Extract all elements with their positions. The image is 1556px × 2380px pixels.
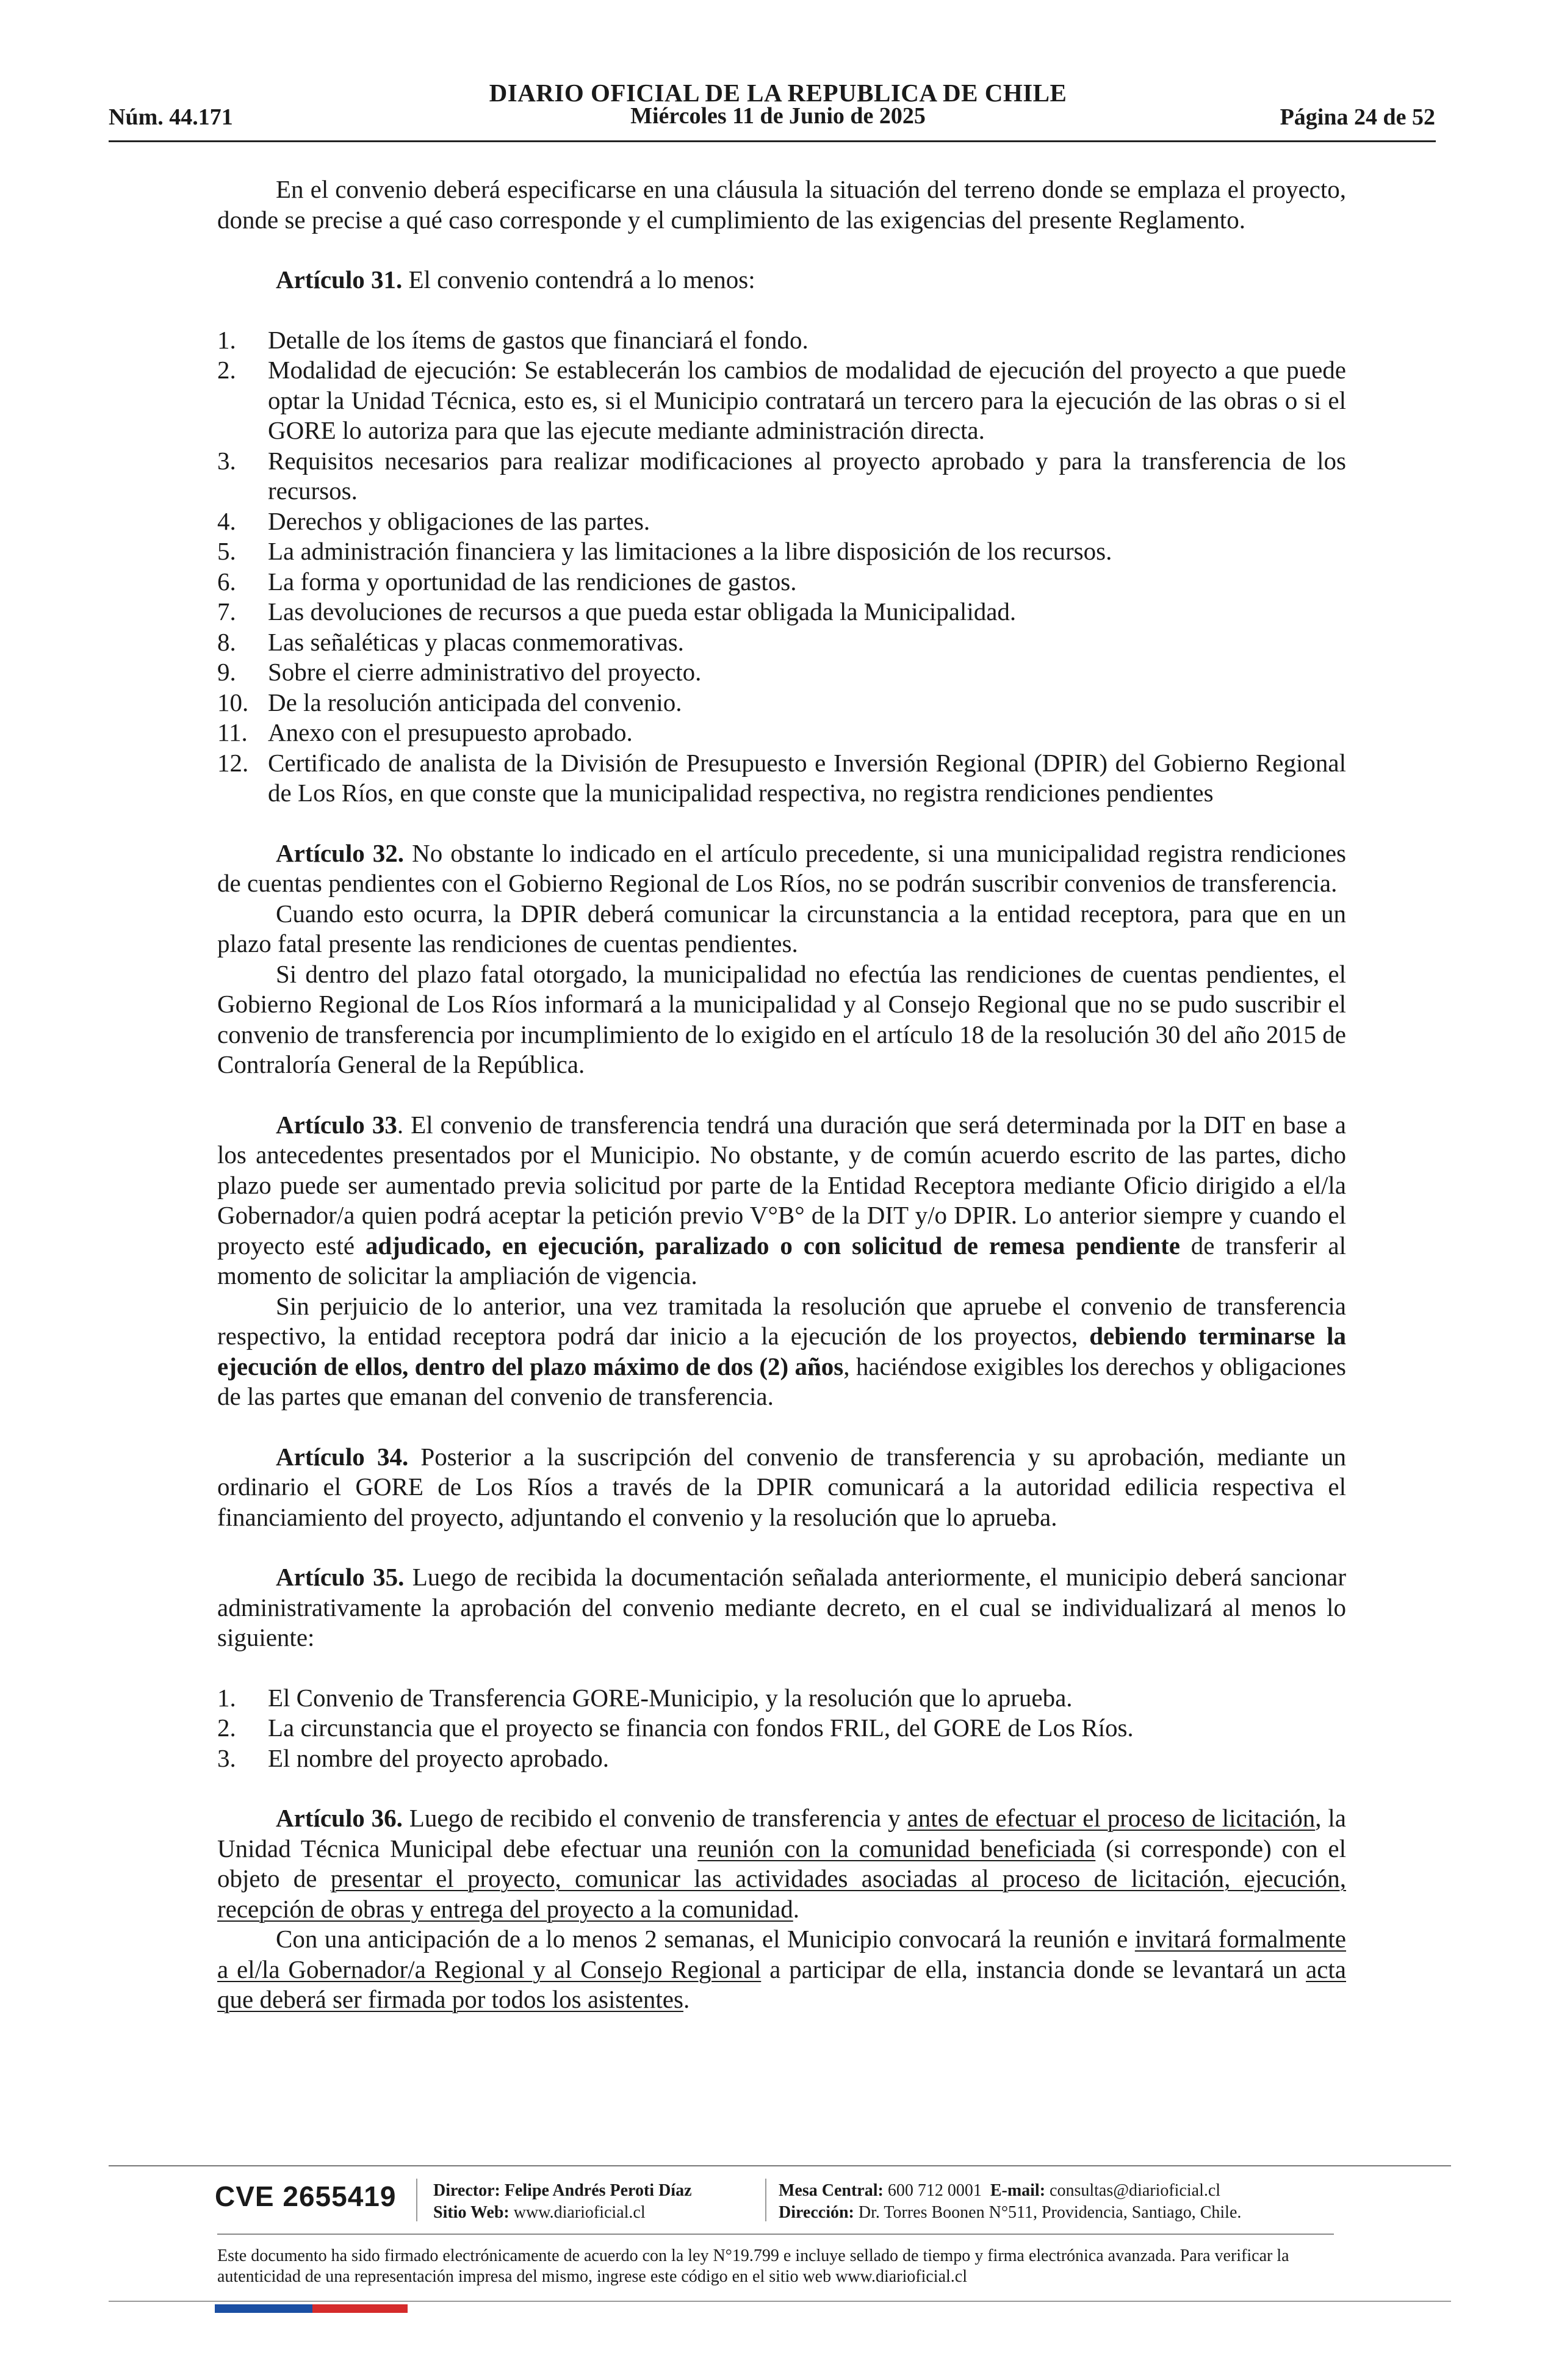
article-33-label: Artículo 33 (276, 1110, 397, 1139)
newspaper-title: DIARIO OFICIAL DE LA REPUBLICA DE CHILE (489, 79, 1067, 107)
footer-contact-block (779, 2180, 1241, 2224)
flag-stripe-red (312, 2304, 408, 2313)
article-35-label: Artículo 35. (276, 1563, 405, 1591)
list-number: 11. (217, 718, 248, 746)
list-item (217, 325, 1346, 356)
article-32-paragraph-1 (217, 838, 1346, 899)
footer-rule-bottom (109, 2301, 1451, 2302)
list-item-text: Modalidad de ejecución: Se establecerán los cambios de modalidad de ejecución del proyecto a que puede optar la Unidad Técnica, esto es, si el Municipio contratará un tercero para la ejecución de las obras o si el GORE lo autoriza para que las ejecute mediante administración directa. (268, 356, 1346, 444)
phone-label: Mesa Central: (779, 2181, 884, 2200)
article-33-paragraph-1 (217, 1110, 1346, 1291)
footer-director-block (433, 2180, 692, 2224)
page-number: Página 24 de 52 (1280, 104, 1435, 130)
list-number: 9. (217, 658, 236, 686)
list-item (217, 567, 1346, 597)
website-label: Sitio Web: (433, 2203, 510, 2222)
list-item-text: De la resolución anticipada del convenio. (268, 688, 682, 716)
list-item (217, 355, 1346, 446)
article-36-text: , la Unidad Técnica Municipal debe efectuar una (217, 1804, 1346, 1863)
email-label: E-mail: (990, 2181, 1046, 2200)
article-36-text: Luego de recibido el convenio de transferencia y (402, 1804, 907, 1832)
list-item (217, 688, 1346, 718)
article-36-label: Artículo 36. (276, 1804, 403, 1832)
list-item-text: El Convenio de Transferencia GORE-Municipio, y la resolución que lo aprueba. (268, 1683, 1073, 1712)
list-number: 3. (217, 446, 236, 475)
article-35-paragraph (217, 1562, 1346, 1653)
issue-date: Miércoles 11 de Junio de 2025 (630, 103, 926, 129)
list-item-text: Requisitos necesarios para realizar modificaciones al proyecto aprobado y para la transferencia de los recursos. (268, 446, 1346, 505)
article-36-text: (si corresponde) con el objeto de (217, 1834, 1347, 1892)
email-link[interactable]: consultas@diarioficial.cl (1050, 2181, 1221, 2200)
footer-rule-middle (217, 2234, 1334, 2235)
article-33-bold-text: adjudicado, en ejecución, paralizado o con solicitud de remesa pendiente (365, 1231, 1180, 1260)
list-item-text: La administración financiera y las limitaciones a la libre disposición de los recursos. (268, 537, 1112, 565)
list-number: 6. (217, 567, 236, 596)
article-36-text: a participar de ella, instancia donde se levantará un (761, 1955, 1306, 1983)
list-item (217, 507, 1346, 537)
list-number: 10. (217, 688, 249, 716)
footer-rule-top (109, 2165, 1451, 2166)
article-36-text: . (683, 1985, 690, 2013)
article-36-underlined-text: acta que deberá ser firmada por todos los asistentes (217, 1955, 1346, 2013)
article-36-paragraph-2 (217, 1924, 1346, 2015)
article-32-paragraph-2: Cuando esto ocurra, la DPIR deberá comunicar la circunstancia a la entidad receptora, para que en un plazo fatal presente las rendiciones de cuentas pendientes. (217, 899, 1346, 957)
article-34-paragraph (217, 1442, 1346, 1533)
article-31-list (217, 325, 1346, 809)
address-label: Dirección: (779, 2203, 854, 2222)
list-number: 1. (217, 325, 236, 354)
phone-number: 600 712 0001 (887, 2181, 982, 2200)
list-item-text: Las devoluciones de recursos a que pueda estar obligada la Municipalidad. (268, 597, 1017, 626)
document-body (217, 175, 1346, 2015)
article-35-text: Luego de recibida la documentación señalada anteriormente, el municipio deberá sancionar administrativamente la aprobación del convenio mediante decreto, en el cual se individualizará al menos lo siguiente: (217, 1563, 1347, 1651)
director-name: Felipe Andrés Peroti Díaz (504, 2181, 692, 2200)
list-number: 4. (217, 507, 236, 535)
article-36-underlined-text: antes de efectuar el proceso de licitación (907, 1804, 1316, 1832)
address-text: Dr. Torres Boonen N°511, Providencia, Santiago, Chile. (858, 2203, 1242, 2222)
article-36-paragraph-1 (217, 1803, 1346, 1924)
director-label: Director: (433, 2181, 500, 2200)
list-number: 12. (217, 748, 249, 777)
article-35-list (217, 1683, 1346, 1774)
list-item-text: La forma y oportunidad de las rendiciones de gastos. (268, 567, 797, 596)
article-34-label: Artículo 34. (276, 1442, 409, 1471)
article-33-text: de transferir al momento de solicitar la ampliación de vigencia. (217, 1231, 1346, 1289)
article-36-underlined-text: reunión con la comunidad beneficiada (697, 1834, 1096, 1863)
list-item-text: La circunstancia que el proyecto se financia con fondos FRIL, del GORE de Los Ríos. (268, 1714, 1134, 1742)
header-rule (109, 140, 1436, 142)
list-item-text: Derechos y obligaciones de las partes. (268, 507, 650, 535)
list-item (217, 1683, 1346, 1714)
article-33-text: . El convenio de transferencia tendrá una duración que será determinada por la DIT en base a los antecedentes presentados por el Municipio. No obstante, y de común acuerdo escrito de las partes, dicho plazo puede ser aumentado previa solicitud por parte de la Entidad Receptora mediante Oficio dirigido a el/la Gobernador/a quien podrá aceptar la petición previo V°B° de la DIT y/o DPIR. Lo anterior siempre y cuando el proyecto esté (217, 1110, 1346, 1260)
article-36-underlined-text: presentar el proyecto, comunicar las actividades asociadas al proceso de licitación, ejecución, recepción de obras y entrega del proyecto a la comunidad (217, 1864, 1346, 1923)
list-item-text: Certificado de analista de la División de Presupuesto e Inversión Regional (DPIR) del Gobierno Regional de Los Ríos, en que conste que la municipalidad respectiva, no registra rendiciones pendientes (268, 748, 1346, 807)
list-number: 2. (217, 1714, 236, 1742)
website-link[interactable]: www.diarioficial.cl (513, 2203, 646, 2222)
issue-number: Núm. 44.171 (109, 104, 233, 130)
list-item (217, 627, 1346, 658)
list-number: 2. (217, 356, 236, 384)
list-item (217, 657, 1346, 688)
article-31-heading (217, 265, 1346, 295)
list-number: 7. (217, 597, 236, 626)
article-36-text: . (793, 1894, 799, 1923)
footer-separator (765, 2179, 766, 2221)
article-31-label: Artículo 31. (276, 265, 403, 294)
list-item (217, 536, 1346, 567)
article-36-underlined-text: invitará formalmente a el/la Gobernador/a Regional y al Consejo Regional (217, 1925, 1347, 1983)
list-item-text: El nombre del proyecto aprobado. (268, 1744, 610, 1772)
list-item (217, 446, 1346, 507)
list-item (217, 597, 1346, 627)
list-number: 8. (217, 627, 236, 656)
list-item-text: Las señaléticas y placas conmemorativas. (268, 627, 684, 656)
footer-legal-notice: Este documento ha sido firmado electrónicamente de acuerdo con la ley N°19.799 e incluye sellado de tiempo y firma electrónica avanzada. Para verificar la autenticidad de una representación impresa del mismo, ingrese este código en el sitio web www.diarioficial.cl (217, 2246, 1289, 2286)
flag-stripe-blue (215, 2304, 312, 2313)
article-33-text: Sin perjuicio de lo anterior, una vez tramitada la resolución que apruebe el convenio de transferencia respectivo, la entidad receptora podrá dar inicio a la ejecución de los proyectos, (217, 1291, 1346, 1350)
footer-separator (416, 2179, 417, 2221)
article-36-text: Con una anticipación de a lo menos 2 semanas, el Municipio convocará la reunión e (276, 1925, 1135, 1953)
article-32-text: No obstante lo indicado en el artículo precedente, si una municipalidad registra rendiciones de cuentas pendientes con el Gobierno Regional de Los Ríos, no se podrán suscribir convenios de transferencia. (217, 838, 1346, 897)
intro-paragraph: En el convenio deberá especificarse en una cláusula la situación del terreno donde se emplaza el proyecto, donde se precise a qué caso corresponde y el cumplimiento de las exigencias del presente Reglamento. (217, 175, 1346, 234)
article-33-text: , haciéndose exigibles los derechos y obligaciones de las partes que emanan del convenio de transferencia. (217, 1352, 1346, 1410)
list-item-text: Anexo con el presupuesto aprobado. (268, 718, 633, 746)
list-number: 5. (217, 537, 236, 565)
list-item (217, 1744, 1346, 1774)
article-31-text: El convenio contendrá a lo menos: (402, 265, 755, 294)
list-number: 1. (217, 1683, 236, 1712)
list-number: 3. (217, 1744, 236, 1772)
article-32-paragraph-3: Si dentro del plazo fatal otorgado, la municipalidad no efectúa las rendiciones de cuentas pendientes, el Gobierno Regional de Los Ríos informará a la municipalidad y al Consejo Regional que no se pudo suscribir el convenio de transferencia por incumplimiento de lo exigido en el artículo 18 de la resolución 30 del año 2015 de Contraloría General de la República. (217, 959, 1346, 1078)
list-item-text: Detalle de los ítems de gastos que financiará el fondo. (268, 325, 809, 354)
article-33-bold-text: debiendo terminarse la ejecución de ellos, dentro del plazo máximo de dos (2) años (217, 1322, 1346, 1380)
list-item (217, 748, 1346, 809)
list-item (217, 1713, 1346, 1744)
article-33-paragraph-2 (217, 1291, 1346, 1412)
article-34-text: Posterior a la suscripción del convenio de transferencia y su aprobación, mediante un ordinario el GORE de Los Ríos a través de la DPIR comunicará a la autoridad edilicia respectiva el financiamiento del proyecto, adjuntando el convenio y la resolución que lo aprueba. (217, 1442, 1346, 1531)
list-item (217, 718, 1346, 748)
cve-code: CVE 2655419 (215, 2180, 397, 2212)
article-32-label: Artículo 32. (276, 838, 405, 867)
list-item-text: Sobre el cierre administrativo del proyecto. (268, 658, 702, 686)
